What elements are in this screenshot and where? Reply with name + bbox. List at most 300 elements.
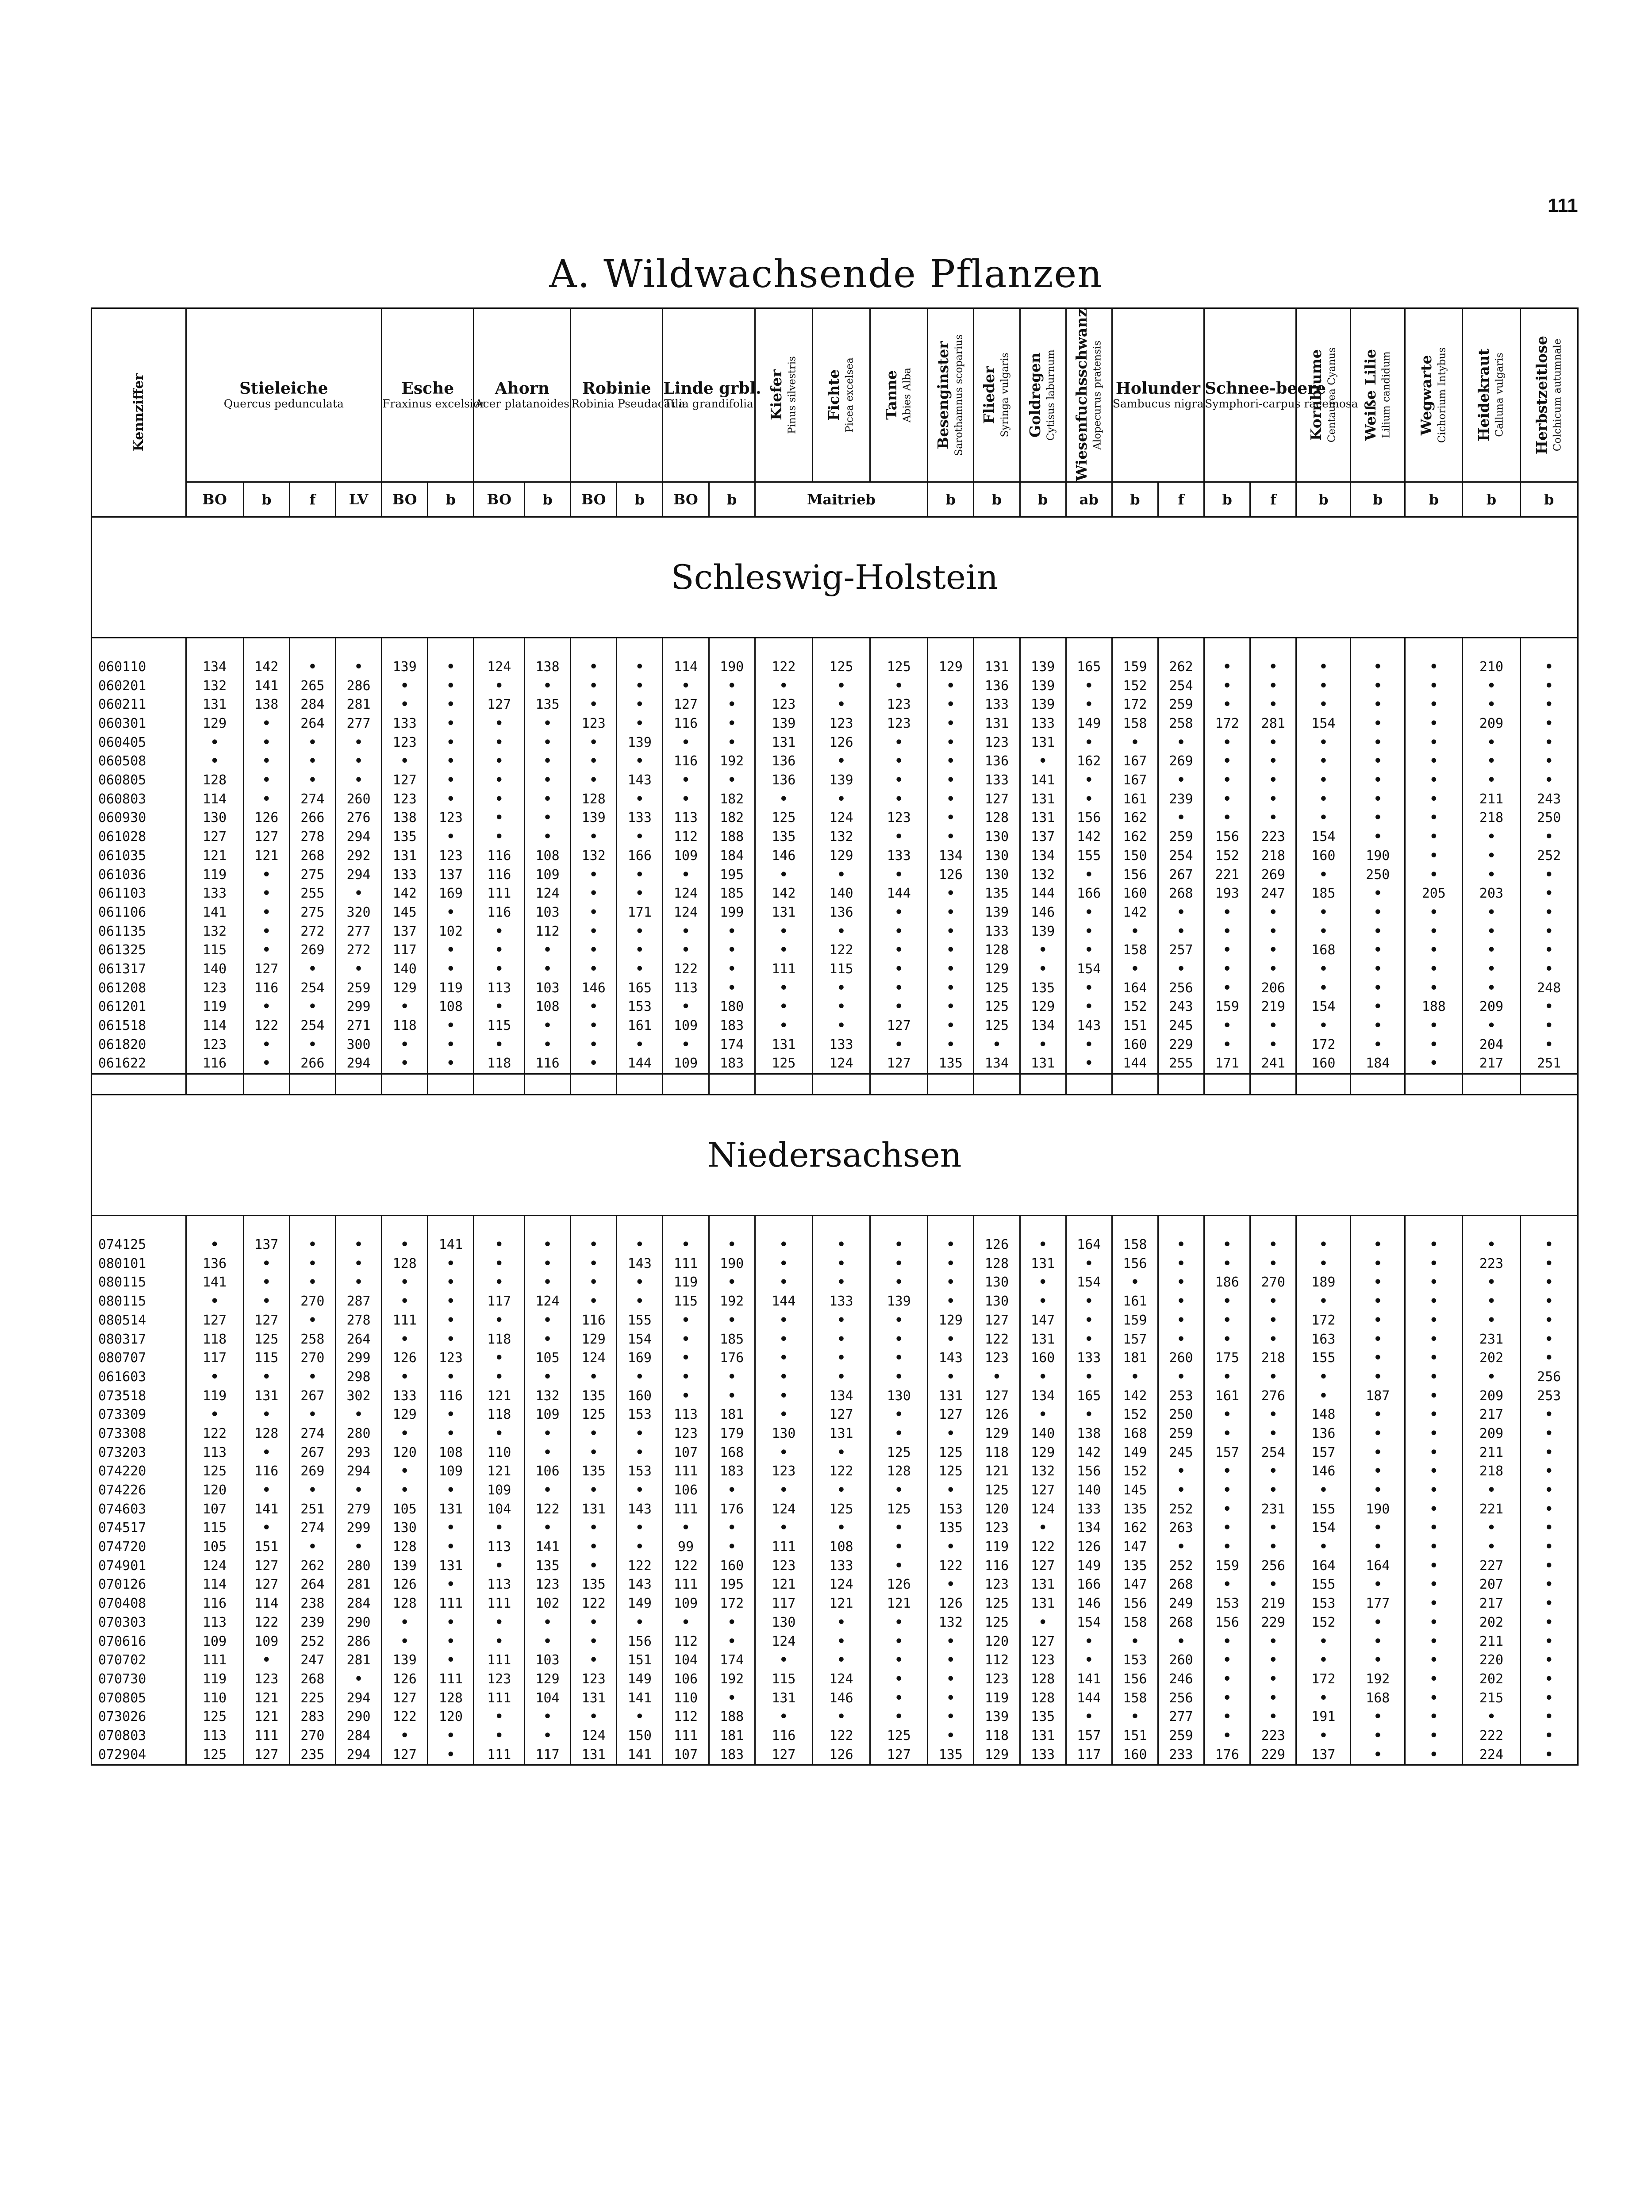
value-cell: • xyxy=(812,676,870,695)
value-cell: • xyxy=(1520,714,1578,733)
value-cell: • xyxy=(1405,1500,1463,1519)
header-species xyxy=(1351,308,1405,482)
value-cell: 156 xyxy=(1112,1670,1158,1689)
value-cell: 114 xyxy=(243,1594,289,1613)
table-row xyxy=(92,676,1578,695)
value-cell: • xyxy=(709,771,755,790)
value-cell: • xyxy=(663,1368,709,1387)
value-cell: 277 xyxy=(1158,1708,1204,1727)
value-cell: 131 xyxy=(1020,809,1066,828)
value-cell: 131 xyxy=(186,695,243,714)
value-cell: • xyxy=(474,1613,525,1632)
value-cell: • xyxy=(1296,733,1351,752)
spacer-cell xyxy=(92,1215,186,1236)
spacer-cell xyxy=(1112,1074,1158,1094)
value-cell: 112 xyxy=(524,922,570,941)
value-cell: 161 xyxy=(1204,1386,1250,1406)
value-cell: • xyxy=(243,1292,289,1311)
value-cell: • xyxy=(709,695,755,714)
value-cell: 128 xyxy=(870,1462,928,1481)
value-cell: 133 xyxy=(382,714,428,733)
value-cell: • xyxy=(755,676,812,695)
value-cell: 111 xyxy=(755,960,812,979)
value-cell: • xyxy=(243,1651,289,1670)
value-cell: 127 xyxy=(243,1575,289,1594)
value-cell: 125 xyxy=(870,658,928,677)
value-cell: • xyxy=(709,1273,755,1292)
value-cell: • xyxy=(1351,1443,1405,1462)
value-cell: 125 xyxy=(812,1500,870,1519)
value-cell: • xyxy=(812,1443,870,1462)
species-latin: Quercus pedunculata xyxy=(223,397,344,411)
spacer-cell xyxy=(289,1074,335,1094)
value-cell: • xyxy=(1463,752,1520,771)
value-cell: 106 xyxy=(663,1670,709,1689)
value-cell: 140 xyxy=(382,960,428,979)
value-cell: • xyxy=(1351,771,1405,790)
value-cell: • xyxy=(974,1035,1020,1054)
species-name: Weiße Lilie xyxy=(1361,349,1379,441)
value-cell: • xyxy=(870,1708,928,1727)
value-cell: 250 xyxy=(1158,1406,1204,1425)
value-cell: 131 xyxy=(1020,1054,1066,1074)
value-cell: • xyxy=(1112,1273,1158,1292)
value-cell: • xyxy=(1204,658,1250,677)
value-cell: • xyxy=(428,1017,474,1036)
value-cell: 248 xyxy=(1520,979,1578,998)
value-cell: 134 xyxy=(1020,847,1066,866)
value-cell: • xyxy=(1296,752,1351,771)
value-cell: 122 xyxy=(617,1556,663,1575)
value-cell: 129 xyxy=(571,1330,617,1349)
value-cell: • xyxy=(1112,1632,1158,1651)
value-cell: • xyxy=(1520,1254,1578,1273)
value-cell: • xyxy=(382,676,428,695)
value-cell: 191 xyxy=(1296,1708,1351,1727)
value-cell: 129 xyxy=(382,1406,428,1425)
value-cell: • xyxy=(1020,1613,1066,1632)
value-cell: • xyxy=(709,1236,755,1255)
value-cell: • xyxy=(382,695,428,714)
value-cell: • xyxy=(928,1254,974,1273)
value-cell: 256 xyxy=(1158,1689,1204,1708)
value-cell: • xyxy=(1250,809,1296,828)
value-cell: 294 xyxy=(335,1054,381,1074)
value-cell: 111 xyxy=(382,1311,428,1330)
value-cell: 121 xyxy=(474,1386,525,1406)
value-cell: 125 xyxy=(870,1727,928,1746)
value-cell: 138 xyxy=(524,658,570,677)
value-cell: • xyxy=(289,1311,335,1330)
value-cell: 135 xyxy=(755,828,812,847)
value-cell: 116 xyxy=(186,1594,243,1613)
species-name: Kornblume xyxy=(1307,349,1325,441)
value-cell: • xyxy=(289,771,335,790)
value-cell: 113 xyxy=(474,1575,525,1594)
value-cell: • xyxy=(571,1254,617,1273)
value-cell: 124 xyxy=(755,1632,812,1651)
value-cell: 251 xyxy=(289,1500,335,1519)
value-cell: • xyxy=(928,1330,974,1349)
value-cell: • xyxy=(755,1254,812,1273)
value-cell: 116 xyxy=(974,1556,1020,1575)
value-cell: 155 xyxy=(1296,1349,1351,1368)
value-cell: • xyxy=(289,1254,335,1273)
value-cell: 162 xyxy=(1112,809,1158,828)
species-name: Wiesenfuchsschwanz xyxy=(1072,309,1090,481)
value-cell: 111 xyxy=(474,1594,525,1613)
value-cell: • xyxy=(1520,1406,1578,1425)
value-cell: • xyxy=(428,1745,474,1765)
value-cell: 253 xyxy=(1158,1386,1204,1406)
kennziffer-cell: 070803 xyxy=(92,1727,186,1746)
value-cell: • xyxy=(1405,1462,1463,1481)
value-cell: • xyxy=(1296,695,1351,714)
value-cell: 154 xyxy=(1066,960,1112,979)
value-cell: • xyxy=(709,1481,755,1500)
value-cell: 250 xyxy=(1520,809,1578,828)
value-cell: • xyxy=(709,1368,755,1387)
value-cell: • xyxy=(928,1538,974,1557)
value-cell: 172 xyxy=(1296,1035,1351,1054)
value-cell: • xyxy=(1204,809,1250,828)
value-cell: • xyxy=(1405,1017,1463,1036)
value-cell: 130 xyxy=(755,1613,812,1632)
value-cell: • xyxy=(335,1406,381,1425)
value-cell: 113 xyxy=(186,1613,243,1632)
value-cell: 131 xyxy=(974,658,1020,677)
value-cell: • xyxy=(1158,1462,1204,1481)
value-cell: • xyxy=(870,771,928,790)
spacer-cell xyxy=(571,1074,617,1094)
value-cell: • xyxy=(709,960,755,979)
value-cell: • xyxy=(428,1727,474,1746)
value-cell: 144 xyxy=(1112,1054,1158,1074)
value-cell: • xyxy=(1463,1519,1520,1538)
value-cell: 109 xyxy=(428,1462,474,1481)
value-cell: 130 xyxy=(974,1273,1020,1292)
value-cell: • xyxy=(524,790,570,809)
value-cell: • xyxy=(1296,1727,1351,1746)
value-cell: 137 xyxy=(1020,828,1066,847)
value-cell: 229 xyxy=(1250,1613,1296,1632)
value-cell: 179 xyxy=(709,1425,755,1444)
spacer-cell xyxy=(1112,1215,1158,1236)
value-cell: • xyxy=(928,1292,974,1311)
value-cell: • xyxy=(663,1613,709,1632)
species-name: Robinie xyxy=(582,379,651,398)
value-cell: • xyxy=(870,1556,928,1575)
value-cell: 116 xyxy=(243,979,289,998)
value-cell: 174 xyxy=(709,1651,755,1670)
value-cell: 287 xyxy=(335,1292,381,1311)
value-cell: 136 xyxy=(186,1254,243,1273)
spacer-cell xyxy=(1250,1215,1296,1236)
value-cell: 111 xyxy=(474,1689,525,1708)
value-cell: • xyxy=(243,1519,289,1538)
table-row xyxy=(92,1236,1578,1255)
value-cell: • xyxy=(1204,903,1250,922)
value-cell: 215 xyxy=(1463,1689,1520,1708)
value-cell: • xyxy=(474,1632,525,1651)
kennziffer-cell: 074720 xyxy=(92,1538,186,1557)
spacer-cell xyxy=(382,637,428,658)
value-cell: • xyxy=(928,922,974,941)
value-cell: 140 xyxy=(1020,1425,1066,1444)
value-cell: 139 xyxy=(1020,695,1066,714)
value-cell: 160 xyxy=(1296,847,1351,866)
value-cell: • xyxy=(617,1519,663,1538)
value-cell: 125 xyxy=(870,1443,928,1462)
value-cell: 184 xyxy=(709,847,755,866)
value-cell: • xyxy=(289,1273,335,1292)
kennziffer-cell: 070408 xyxy=(92,1594,186,1613)
spacer-cell xyxy=(289,637,335,658)
value-cell: • xyxy=(1250,676,1296,695)
value-cell: 116 xyxy=(755,1727,812,1746)
value-cell: • xyxy=(617,1613,663,1632)
value-cell: • xyxy=(812,1368,870,1387)
value-cell: 135 xyxy=(1020,1708,1066,1727)
value-cell: 117 xyxy=(474,1292,525,1311)
value-cell: 268 xyxy=(1158,1613,1204,1632)
spacer-cell xyxy=(1463,637,1520,658)
value-cell: 280 xyxy=(335,1556,381,1575)
value-cell: • xyxy=(1250,1575,1296,1594)
value-cell: • xyxy=(1463,676,1520,695)
spacer-cell xyxy=(1520,1215,1578,1236)
value-cell: • xyxy=(289,998,335,1017)
value-cell: 264 xyxy=(289,714,335,733)
value-cell: 117 xyxy=(524,1745,570,1765)
value-cell: • xyxy=(382,1462,428,1481)
value-cell: 160 xyxy=(1112,1745,1158,1765)
value-cell: 139 xyxy=(870,1292,928,1311)
kennziffer-cell: 061518 xyxy=(92,1017,186,1036)
value-cell: 99 xyxy=(663,1538,709,1557)
value-cell: • xyxy=(812,865,870,884)
value-cell: • xyxy=(755,1311,812,1330)
kennziffer-cell: 074603 xyxy=(92,1500,186,1519)
species-name: Ahorn xyxy=(495,379,549,398)
value-cell: • xyxy=(1520,1425,1578,1444)
value-cell: 276 xyxy=(335,809,381,828)
spacer-cell xyxy=(289,1215,335,1236)
value-cell: • xyxy=(1520,1292,1578,1311)
spacer-cell xyxy=(1296,637,1351,658)
value-cell: 128 xyxy=(1020,1670,1066,1689)
value-cell: 188 xyxy=(709,1708,755,1727)
value-cell: 209 xyxy=(1463,998,1520,1017)
value-cell: • xyxy=(1405,1311,1463,1330)
value-cell: 160 xyxy=(1296,1054,1351,1074)
spacer-cell xyxy=(1250,637,1296,658)
value-cell: • xyxy=(1204,1236,1250,1255)
value-cell: 133 xyxy=(812,1292,870,1311)
value-cell: • xyxy=(617,1236,663,1255)
value-cell: • xyxy=(755,1519,812,1538)
value-cell: 111 xyxy=(663,1500,709,1519)
value-cell: 126 xyxy=(974,1236,1020,1255)
value-cell: 135 xyxy=(1112,1556,1158,1575)
value-cell: • xyxy=(524,960,570,979)
value-cell: 156 xyxy=(1112,1594,1158,1613)
value-cell: • xyxy=(1250,1368,1296,1387)
value-cell: 132 xyxy=(186,922,243,941)
value-cell: 126 xyxy=(382,1575,428,1594)
value-cell: • xyxy=(812,1613,870,1632)
value-cell: • xyxy=(1066,1406,1112,1425)
value-cell: 164 xyxy=(1296,1556,1351,1575)
species-latin: Syringa vulgaris xyxy=(999,353,1011,438)
value-cell: 112 xyxy=(974,1651,1020,1670)
table-row xyxy=(92,1670,1578,1689)
value-cell: 122 xyxy=(524,1500,570,1519)
value-cell: • xyxy=(474,790,525,809)
value-cell: • xyxy=(1158,903,1204,922)
value-cell: • xyxy=(1204,960,1250,979)
value-cell: 115 xyxy=(186,1519,243,1538)
value-cell: • xyxy=(1112,922,1158,941)
value-cell: • xyxy=(524,1481,570,1500)
value-cell: • xyxy=(1204,1254,1250,1273)
value-cell: 132 xyxy=(571,847,617,866)
subheader-phase: b xyxy=(1296,482,1351,517)
table-row xyxy=(92,884,1578,903)
value-cell: • xyxy=(524,752,570,771)
value-cell: • xyxy=(928,1651,974,1670)
value-cell: 141 xyxy=(617,1689,663,1708)
value-cell: 127 xyxy=(974,1386,1020,1406)
value-cell: • xyxy=(571,658,617,677)
value-cell: • xyxy=(870,676,928,695)
value-cell: • xyxy=(1296,1254,1351,1273)
value-cell: • xyxy=(1066,1054,1112,1074)
value-cell: 135 xyxy=(1020,979,1066,998)
value-cell: 156 xyxy=(1066,809,1112,828)
value-cell: • xyxy=(709,676,755,695)
subheader-phase: BO xyxy=(663,482,709,517)
value-cell: 135 xyxy=(974,884,1020,903)
value-cell: • xyxy=(1351,1406,1405,1425)
spacer-cell xyxy=(474,1074,525,1094)
value-cell: 120 xyxy=(974,1632,1020,1651)
value-cell: • xyxy=(1250,1406,1296,1425)
value-cell: • xyxy=(243,1406,289,1425)
value-cell: • xyxy=(382,1273,428,1292)
value-cell: 124 xyxy=(474,658,525,677)
subheader-phase: b xyxy=(524,482,570,517)
value-cell: • xyxy=(1250,1311,1296,1330)
value-cell: • xyxy=(928,1689,974,1708)
value-cell: 127 xyxy=(663,695,709,714)
value-cell: 113 xyxy=(186,1443,243,1462)
value-cell: 187 xyxy=(1351,1386,1405,1406)
value-cell: • xyxy=(428,658,474,677)
value-cell: • xyxy=(1351,1632,1405,1651)
value-cell: • xyxy=(1351,1613,1405,1632)
value-cell: • xyxy=(1405,695,1463,714)
species-latin: Centaurea Cyanus xyxy=(1326,347,1337,443)
value-cell: • xyxy=(1351,1745,1405,1765)
subheader-phase: b xyxy=(243,482,289,517)
subheader-phase: b xyxy=(974,482,1020,517)
value-cell: 125 xyxy=(186,1745,243,1765)
value-cell: • xyxy=(812,1330,870,1349)
value-cell: • xyxy=(663,998,709,1017)
value-cell: 127 xyxy=(928,1406,974,1425)
value-cell: 155 xyxy=(1066,847,1112,866)
value-cell: • xyxy=(382,1481,428,1500)
value-cell: 128 xyxy=(382,1254,428,1273)
value-cell: 142 xyxy=(1112,903,1158,922)
value-cell: • xyxy=(1463,960,1520,979)
kennziffer-cell: 060110 xyxy=(92,658,186,677)
value-cell: 266 xyxy=(289,809,335,828)
value-cell: 134 xyxy=(1066,1519,1112,1538)
value-cell: 243 xyxy=(1520,790,1578,809)
value-cell: 192 xyxy=(709,1292,755,1311)
value-cell: 131 xyxy=(974,714,1020,733)
species-latin: Lilium candidum xyxy=(1380,351,1392,438)
value-cell: 284 xyxy=(289,695,335,714)
value-cell: 143 xyxy=(617,771,663,790)
value-cell: 109 xyxy=(243,1632,289,1651)
value-cell: • xyxy=(1296,771,1351,790)
value-cell: • xyxy=(1250,960,1296,979)
species-name: Flieder xyxy=(980,366,998,424)
value-cell: 274 xyxy=(289,790,335,809)
value-cell: 189 xyxy=(1296,1273,1351,1292)
value-cell: 116 xyxy=(663,752,709,771)
value-cell: • xyxy=(524,1017,570,1036)
value-cell: 133 xyxy=(1066,1349,1112,1368)
value-cell: • xyxy=(524,1035,570,1054)
value-cell: • xyxy=(428,733,474,752)
value-cell: • xyxy=(1158,1273,1204,1292)
value-cell: • xyxy=(1405,847,1463,866)
value-cell: 144 xyxy=(870,884,928,903)
value-cell: 188 xyxy=(709,828,755,847)
value-cell: 247 xyxy=(1250,884,1296,903)
species-name: Stieleiche xyxy=(239,379,328,398)
value-cell: • xyxy=(1405,1538,1463,1557)
value-cell: 149 xyxy=(617,1670,663,1689)
value-cell: 124 xyxy=(186,1556,243,1575)
value-cell: 245 xyxy=(1158,1017,1204,1036)
value-cell: 137 xyxy=(382,922,428,941)
value-cell: • xyxy=(1520,1311,1578,1330)
value-cell: 294 xyxy=(335,1462,381,1481)
value-cell: 115 xyxy=(474,1017,525,1036)
value-cell: • xyxy=(571,884,617,903)
value-cell: 254 xyxy=(1158,847,1204,866)
spacer-cell xyxy=(1020,1215,1066,1236)
value-cell: • xyxy=(1020,1035,1066,1054)
table-row xyxy=(92,1727,1578,1746)
value-cell: 166 xyxy=(1066,1575,1112,1594)
value-cell: • xyxy=(928,1481,974,1500)
value-cell: • xyxy=(243,941,289,960)
value-cell: • xyxy=(571,828,617,847)
kennziffer-cell: 060930 xyxy=(92,809,186,828)
value-cell: • xyxy=(524,1368,570,1387)
value-cell: • xyxy=(289,752,335,771)
kennziffer-cell: 070126 xyxy=(92,1575,186,1594)
value-cell: 158 xyxy=(1112,1689,1158,1708)
value-cell: • xyxy=(755,1236,812,1255)
kennziffer-cell: 061036 xyxy=(92,865,186,884)
